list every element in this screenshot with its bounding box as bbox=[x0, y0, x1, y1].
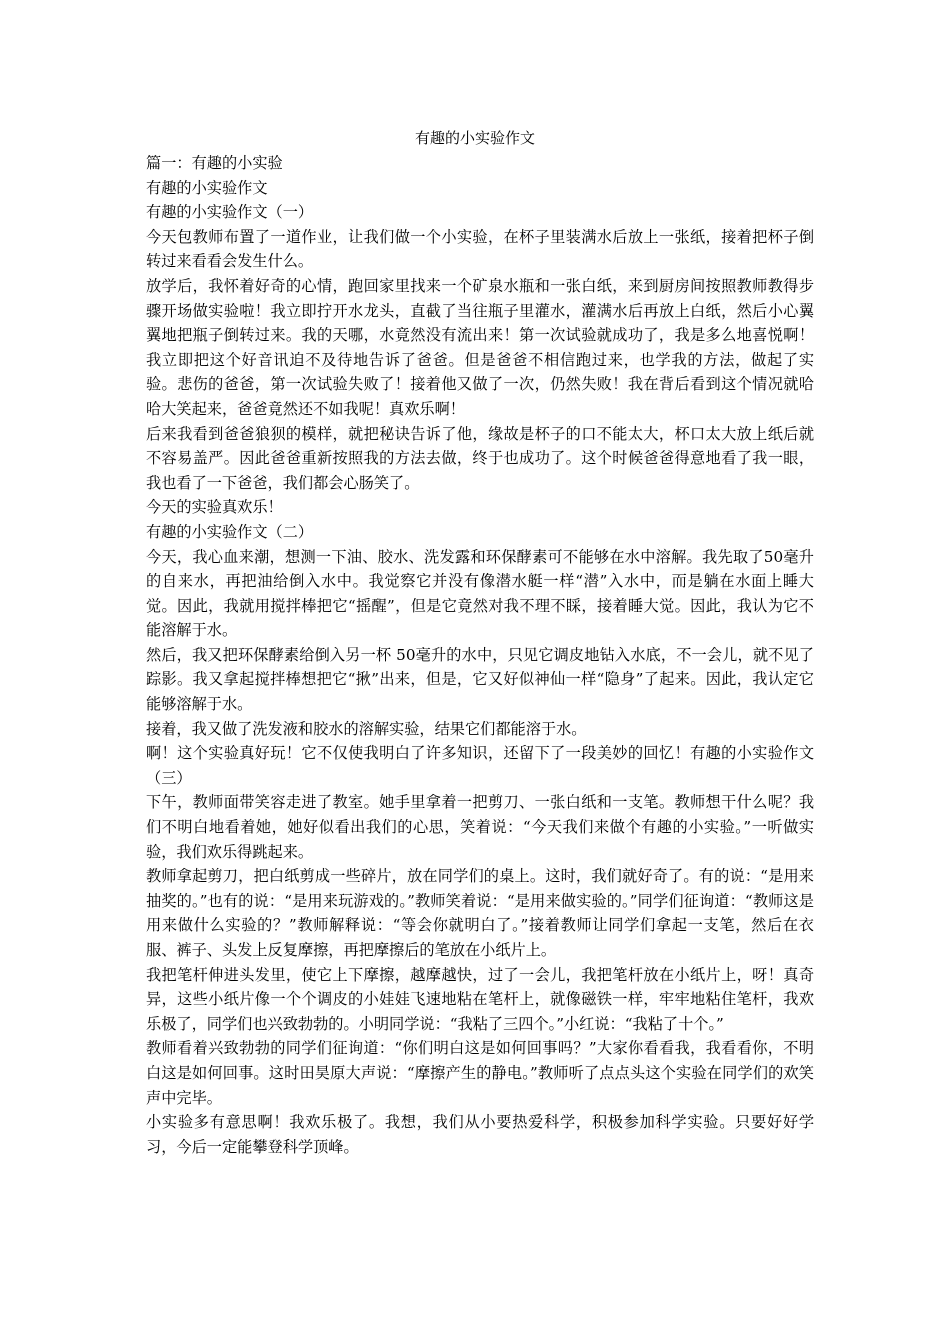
paragraph: 今天，我心血来潮，想测一下油、胶水、洗发露和环保酵素可不能够在水中溶解。我先取了50毫升的自来水，再把油给倒入水中。我觉察它并没有像潜水艇一样“潜”入水中，而是躺在水面上睡大觉。因此，我就用搅拌棒把它“摇醒”，但是它竟然对我不理不睬，接着睡大觉。因此，我认为它不能溶解于水。 bbox=[146, 547, 814, 640]
paragraph: 小实验多有意思啊！我欢乐极了。我想，我们从小要热爱科学，积极参加科学实验。只要好好学习，今后一定能攀登科学顶峰。 bbox=[146, 1113, 814, 1156]
paragraph: 然后，我又把环保酵素给倒入另一杯 50毫升的水中，只见它调皮地钻入水底，不一会儿，就不见了踪影。我又拿起搅拌棒想把它“揪”出来，但是，它又好似神仙一样“隐身”了起来。因此，我认定它能够溶解于水。 bbox=[146, 645, 814, 714]
paragraph: 啊！这个实验真好玩！它不仅使我明白了许多知识，还留下了一段美妙的回忆！有趣的小实验作文（三） bbox=[146, 744, 814, 787]
paragraph-section-heading: 篇一：有趣的小实验 bbox=[146, 154, 283, 172]
paragraph: 今天的实验真欢乐！ bbox=[146, 498, 283, 517]
document-body bbox=[146, 151, 814, 1159]
paragraph: 接着，我又做了洗发液和胶水的溶解实验，结果它们都能溶于水。 bbox=[146, 719, 587, 738]
paragraph: 教师看着兴致勃勃的同学们征询道：“你们明白这是如何回事吗？”大家你看看我，我看看你，不明白这是如何回事。这时田昊原大声说：“摩擦产生的静电。”教师听了点点头这个实验在同学们的欢笑声中完毕。 bbox=[146, 1039, 814, 1107]
paragraph-subtitle: 有趣的小实验作文 bbox=[146, 178, 268, 197]
paragraph: 教师拿起剪刀，把白纸剪成一些碎片，放在同学们的桌上。这时，我们就好奇了。有的说：“是用来抽奖的。”也有的说：“是用来玩游戏的。”教师笑着说：“是用来做实验的。”同学们征询道：“教师这是用来做什么实验的？”教师解释说：“等会你就明白了。”接着教师让同学们拿起一支笔，然后在衣服、裤子、头发上反复摩擦，再把摩擦后的笔放在小纸片上。 bbox=[146, 867, 814, 959]
paragraph: 我把笔杆伸进头发里，使它上下摩擦，越摩越快，过了一会儿，我把笔杆放在小纸片上，呀！真奇异，这些小纸片像一个个调皮的小娃娃飞速地粘在笔杆上，就像磁铁一样，牢牢地粘住笔杆，我欢乐极了，同学们也兴致勃勃的。小明同学说：“我粘了三四个。”小红说：“我粘了十个。” bbox=[146, 965, 814, 1033]
paragraph: 后来我看到爸爸狼狈的模样，就把秘诀告诉了他，缘故是杯子的口不能太大，杯口太大放上纸后就不容易盖严。因此爸爸重新按照我的方法去做，终于也成功了。这个时候爸爸得意地看了我一眼，我也看了一下爸爸，我们都会心肠笑了。 bbox=[146, 424, 814, 492]
paragraph-essay-one-heading: 有趣的小实验作文（一） bbox=[146, 203, 314, 222]
document-title: 有趣的小实验作文 bbox=[414, 129, 535, 147]
paragraph: 放学后，我怀着好奇的心情，跑回家里找来一个矿泉水瓶和一张白纸，来到厨房间按照教师教得步骤开场做实验啦！我立即拧开水龙头，直截了当往瓶子里灌水，灌满水后再放上白纸，然后小心翼翼地把瓶子倒转过来。我的天哪，水竟然没有流出来！第一次试验就成功了，我是多么地喜悦啊！我立即把这个好音讯迫不及待地告诉了爸爸。但是爸爸不相信跑过来，也学我的方法，做起了实验。悲伤的爸爸，第一次试验失败了！接着他又做了一次，仍然失败！我在背后看到这个情况就哈哈大笑起来，爸爸竟然还不如我呢！真欢乐啊！ bbox=[146, 276, 814, 418]
paragraph: 今天包教师布置了一道作业，让我们做一个小实验，在杯子里装满水后放上一张纸，接着把杯子倒转过来看看会发生什么。 bbox=[146, 227, 814, 271]
paragraph-essay-two-heading: 有趣的小实验作文（二） bbox=[146, 522, 314, 541]
paragraph: 下午，教师面带笑容走进了教室。她手里拿着一把剪刀、一张白纸和一支笔。教师想干什么呢？我们不明白地看着她，她好似看出我们的心思，笑着说：“今天我们来做个有趣的小实验。”一听做实验，我们欢乐得跳起来。 bbox=[146, 793, 814, 861]
